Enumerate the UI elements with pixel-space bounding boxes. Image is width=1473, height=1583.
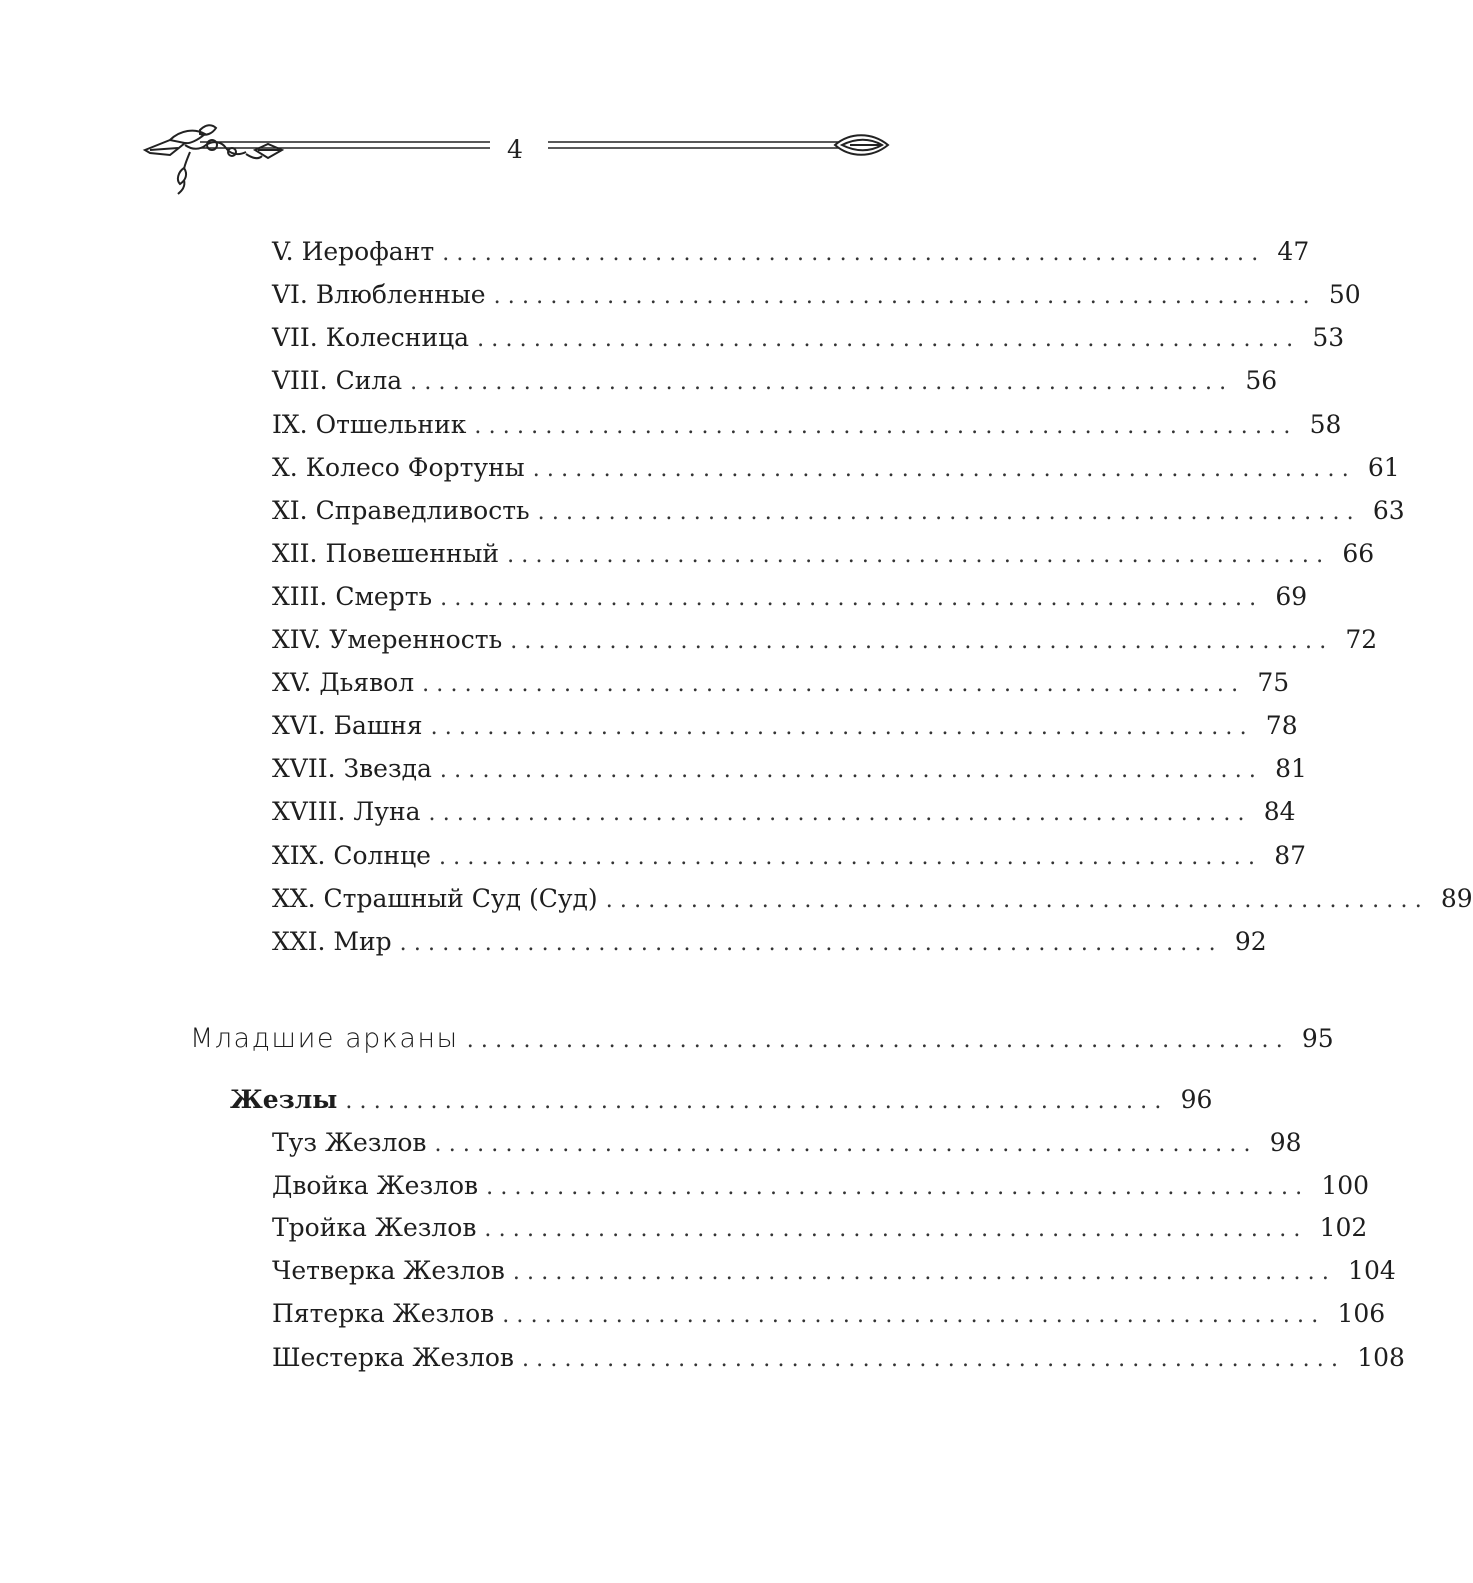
toc-entry [272,749,1307,789]
toc-entry-page: 72 [1345,625,1378,654]
toc-entry-page: 53 [1312,323,1345,352]
dot-leader: .......................................................... [428,801,1252,826]
toc-entry-title: V. Иерофант [272,237,435,266]
toc-entry-page: 61 [1367,453,1400,482]
dot-leader: .......................................................... [474,414,1298,439]
toc-entry-title: XVII. Звезда [272,754,432,783]
dot-leader: .......................................................... [438,845,1263,870]
dot-leader: .......................................................... [422,672,1246,697]
toc-entry [272,706,1298,746]
toc-entry-page: 84 [1263,797,1296,826]
dot-leader: .......................................................... [605,888,1429,913]
toc-entry-title: XII. Повешенный [272,539,500,568]
floral-ornament-icon [145,125,282,194]
toc-entry-title: XVIII. Луна [272,797,421,826]
dot-leader: .......................................................... [532,457,1356,482]
toc-entry-page: 104 [1348,1256,1396,1285]
toc-entry-title: Двойка Жезлов [272,1171,479,1200]
dot-leader: .......................................................... [440,586,1264,611]
toc-subsection-wands [230,1080,1213,1120]
toc-entry [272,1123,1302,1163]
toc-entry [272,1294,1386,1334]
toc-entry [272,232,1310,272]
dot-leader: .......................................................... [434,1132,1258,1157]
toc-entry-page: 78 [1265,711,1298,740]
dot-leader: .......................................................... [477,327,1301,352]
toc-entry-title: XI. Справедливость [272,496,530,525]
dot-leader: .......................................................... [510,629,1334,654]
toc-entry-title: VIII. Сила [272,366,403,395]
toc-subsection-page: 96 [1180,1085,1213,1114]
dot-leader: .......................................................... [345,1089,1169,1114]
toc-entry [272,1208,1368,1248]
toc-section-page: 95 [1301,1024,1334,1053]
toc-entry [272,361,1278,401]
toc-entry [272,534,1375,574]
toc-entry-title: XV. Дьявол [272,668,415,697]
toc-entry [272,1166,1370,1206]
toc-entry-page: 50 [1328,280,1361,309]
toc-entry-title: XVI. Башня [272,711,423,740]
toc-entry-title: Тройка Жезлов [272,1213,477,1242]
toc-entry-page: 66 [1342,539,1375,568]
toc-entry-page: 106 [1337,1299,1386,1328]
toc-entry-title: X. Колесо Фортуны [272,453,525,482]
dot-leader: .......................................................... [484,1217,1308,1242]
dot-leader: .......................................................... [410,370,1234,395]
toc-entry [272,405,1342,445]
page-header [0,110,1000,200]
toc-entry-page: 87 [1274,841,1306,870]
dot-leader: .......................................................... [537,500,1361,525]
toc-entry [272,491,1405,531]
toc-subsection-title: Жезлы [230,1085,338,1114]
toc-entry-title: Четверка Жезлов [272,1256,505,1285]
toc-entry [272,620,1378,660]
toc-entry [272,922,1267,962]
toc-entry-page: 47 [1277,237,1310,266]
toc-entry-title: XX. Страшный Суд (Суд) [272,884,598,913]
dot-leader: .......................................................... [521,1347,1346,1372]
toc-entry-title: Туз Жезлов [272,1128,427,1157]
toc-entry [272,577,1308,617]
toc-entry-page: 108 [1357,1343,1405,1372]
toc-entry-title: IX. Отшельник [272,410,467,439]
toc-entry-title: XIV. Умеренность [272,625,503,654]
dot-leader: .......................................................... [512,1260,1337,1285]
toc-entry [272,275,1361,315]
toc-entry-page: 102 [1319,1213,1368,1242]
dot-leader: .......................................................... [399,931,1223,956]
toc-entry [272,1338,1405,1378]
dot-leader: .......................................................... [430,715,1254,740]
toc-entry-page: 98 [1269,1128,1302,1157]
dot-leader: .......................................................... [507,543,1331,568]
toc-entry [272,318,1345,358]
toc-entry-title: VII. Колесница [272,323,470,352]
toc-entry-page: 63 [1372,496,1405,525]
toc-entry-page: 92 [1234,927,1267,956]
toc-entry [272,448,1400,488]
toc-entry-page: 56 [1245,366,1278,395]
toc-entry [272,663,1290,703]
toc-entry-title: XXI. Мир [272,927,392,956]
toc-entry [272,1251,1396,1291]
toc-entry-title: Шестерка Жезлов [272,1343,514,1372]
page-number: 4 [507,135,523,164]
toc-entry-title: XIII. Смерть [272,582,433,611]
toc-section-minor-arcana [190,1019,1334,1059]
dot-leader: .......................................................... [439,758,1264,783]
toc-entry-title: VI. Влюбленные [272,280,486,309]
dot-leader: .......................................................... [493,284,1317,309]
toc-entry-title: Пятерка Жезлов [272,1299,495,1328]
toc-entry-title: XIX. Солнце [272,841,431,870]
toc-entry [272,836,1306,876]
toc-entry-page: 75 [1257,668,1290,697]
toc-entry [272,879,1473,919]
dot-leader: .......................................................... [442,241,1266,266]
toc-entry-page: 100 [1321,1171,1370,1200]
toc-entry-page: 81 [1275,754,1307,783]
toc-section-title: Младшие арканы [190,1023,459,1054]
dot-leader: .......................................................... [502,1303,1326,1328]
dot-leader: .......................................................... [466,1028,1290,1053]
dot-leader: .......................................................... [486,1175,1310,1200]
toc-entry-page: 58 [1309,410,1342,439]
toc-entry [272,792,1296,832]
toc-entry-page: 89 [1440,884,1473,913]
toc-entry-page: 69 [1275,582,1308,611]
leaf-ornament-icon [835,135,888,155]
